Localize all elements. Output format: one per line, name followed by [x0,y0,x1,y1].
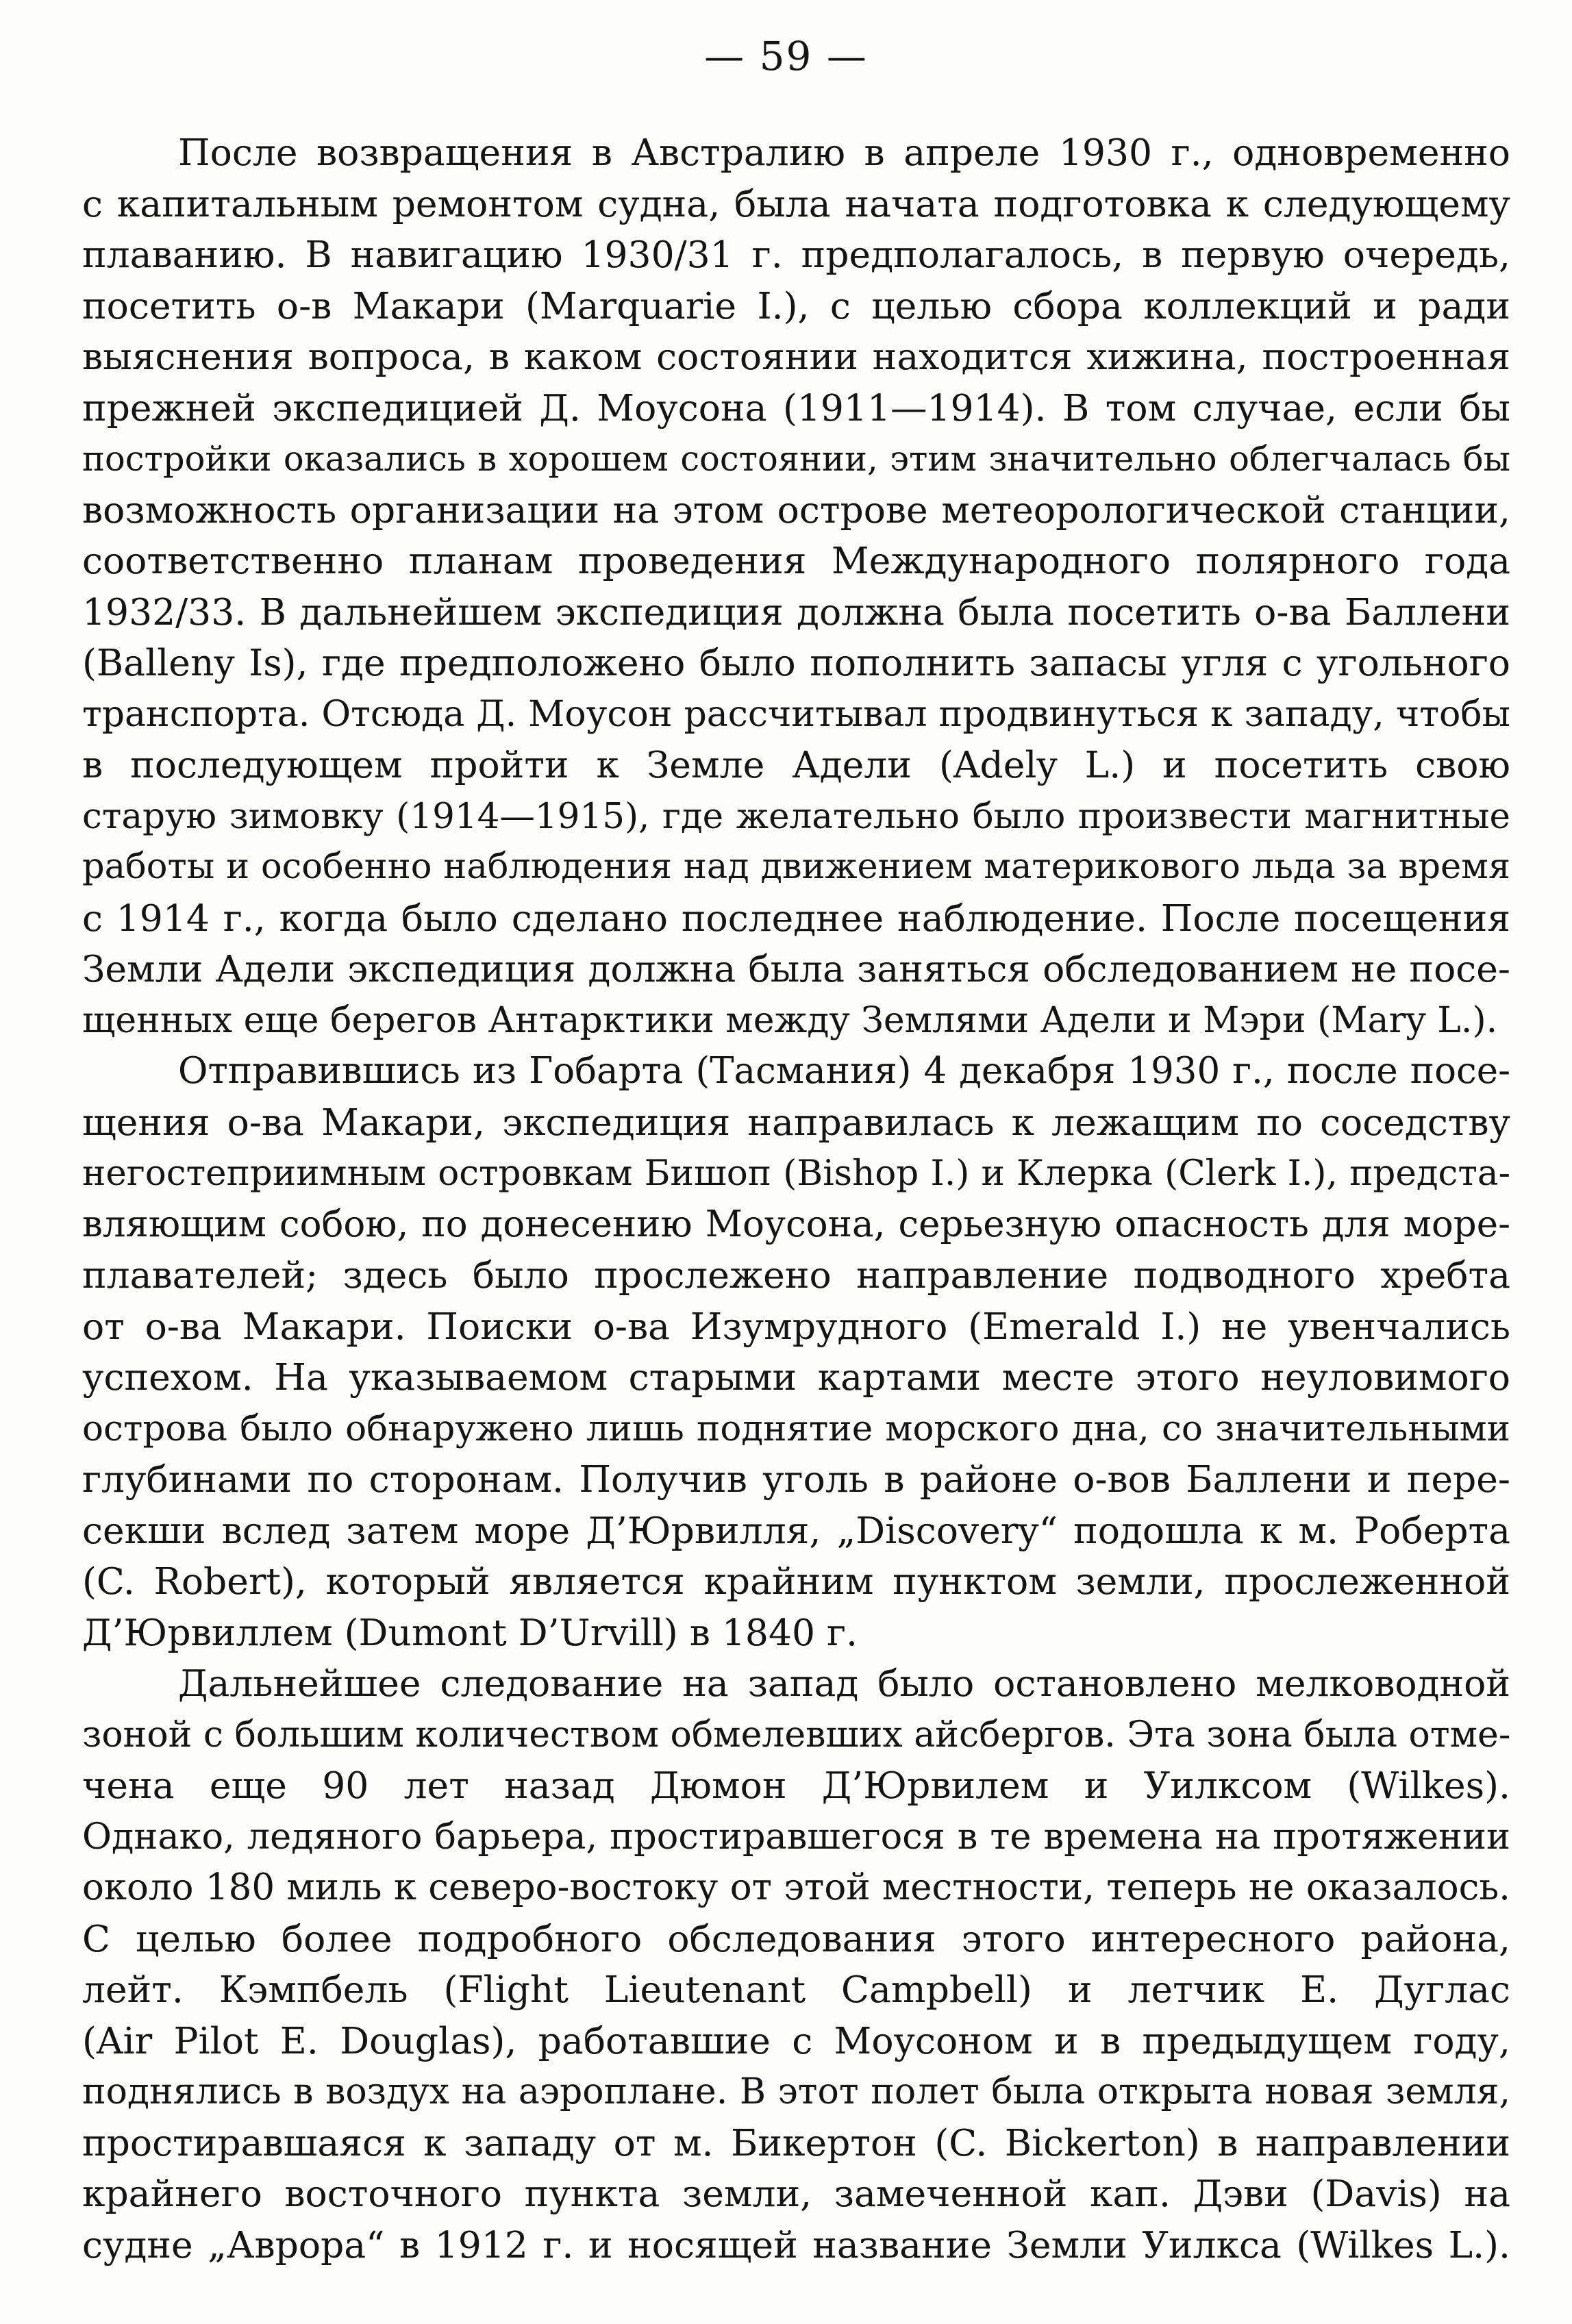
text-line: Отправившись из Гобарта (Тасмания) 4 декабря 1930 г., после посе- [178,1050,1510,1092]
text-line: острова было обнаружено лишь поднятие морского дна, со значительными [82,1408,1510,1449]
text-line: щенных еще берегов Антарктики между Землями Адели и Мэри (Mary L.). [82,999,1498,1041]
text-line: Земли Адели экспедиция должна была заняться обследованием не посе- [82,947,1510,990]
text-line: (Air Pilot E. Douglas), работавшие с Моусоном и в предыдущем году, [82,2019,1510,2062]
text-line: от о-ва Макари. Поиски о-ва Изумрудного (Emerald I.) не увенчались [82,1304,1510,1348]
text-line: поднялись в воздух на аэроплане. В этот полет была открыта новая земля, [82,2071,1510,2112]
text-line: негостеприимным островкам Бишоп (Bishop I.) и Клерка (Clerk I.), предста- [82,1153,1510,1194]
text-line: С целью более подробного обследования этого интересного района, [82,1916,1510,1960]
text-line: плавателей; здесь было прослежено направление подводного хребта [82,1253,1510,1297]
text-line: около 180 миль к северо-востоку от этой местности, теперь не оказалось. [82,1866,1510,1908]
text-line: лейт. Кэмпбель (Flight Lieutenant Campbell) и летчик Е. Дуглас [82,1968,1510,2011]
text-line: посетить о-в Макари (Marquarie I.), с целью сбора коллекций и ради [82,284,1510,327]
text-line: вляющим собою, по донесению Моусона, серьезную опасность для море- [82,1203,1510,1245]
text-line: секши вслед затем море Д’Юрвилля, „Discovery“ подошла к м. Роберта [82,1508,1510,1552]
text-line: возможность организации на этом острове метеорологической станции, [82,488,1510,532]
text-line: 1932/33. В дальнейшем экспедиция должна была посетить о-ва Баллени [82,590,1510,634]
text-line: с капитальным ремонтом судна, была начата подготовка к следующему [82,182,1510,225]
text-line: плаванию. В навигацию 1930/31 г. предполагалось, в первую очередь, [82,233,1510,276]
text-line: щения о-ва Макари, экспедиция направилась к лежащим по соседству [82,1100,1510,1144]
text-line: работы и особенно наблюдения над движением материкового льда за время [82,847,1510,887]
text-line: прежней экспедицией Д. Моусона (1911—1914). В том случае, если бы [82,386,1510,429]
text-line: (C. Robert), который является крайним пунктом земли, прослеженной [82,1560,1510,1603]
text-line: транспорта. Отсюда Д. Моусон рассчитывал продвинуться к западу, чтобы [82,693,1510,735]
body-text [82,127,1510,2271]
text-line: Однако, ледяного барьера, простиравшегося в те времена на протяжении [82,1815,1510,1858]
text-line: Дальнейшее следование на запад было остановлено мелководной [178,1662,1510,1705]
text-line: старую зимовку (1914—1915), где желательно было произвести магнитные [82,795,1510,837]
text-line: крайнего восточного пункта земли, замеченной кап. Дэви (Davis) на [82,2172,1510,2215]
text-line: выяснения вопроса, в каком состоянии находится хижина, построенная [82,335,1510,378]
text-line: зоной с большим количеством обмелевших айсбергов. Эта зона была отме- [82,1714,1510,1756]
text-line: После возвращения в Австралию в апреле 1930 г., одновременно [178,131,1510,174]
text-line: судне „Аврора“ в 1912 г. и носящей название Земли Уилкса (Wilkes L.). [82,2223,1510,2266]
text-line: успехом. На указываемом старыми картами месте этого неуловимого [82,1355,1510,1399]
page-number: — 59 — [704,33,868,79]
text-line: простиравшаяся к западу от м. Бикертон (C. Bickerton) в направлении [82,2121,1510,2164]
text-line: соответственно планам проведения Международного полярного года [82,539,1510,582]
text-line: с 1914 г., когда было сделано последнее наблюдение. После посещения [82,896,1510,940]
text-line: Д’Юрвиллем (Dumont D’Urvill) в 1840 г. [82,1610,858,1654]
text-line: глубинами по сторонам. Получив уголь в районе о-вов Баллени и пере- [82,1458,1510,1501]
text-line: в последующем пройти к Земле Адели (Adely L.) и посетить свою [82,743,1510,786]
text-line: (Balleny Is), где предположено было пополнить запасы угля с угольного [82,641,1510,684]
text-line: постройки оказались в хорошем состоянии, этим значительно облегчалась бы [82,439,1510,479]
text-line: чена еще 90 лет назад Дюмон Д’Юрвилем и Уилксом (Wilkes). [82,1764,1510,1807]
